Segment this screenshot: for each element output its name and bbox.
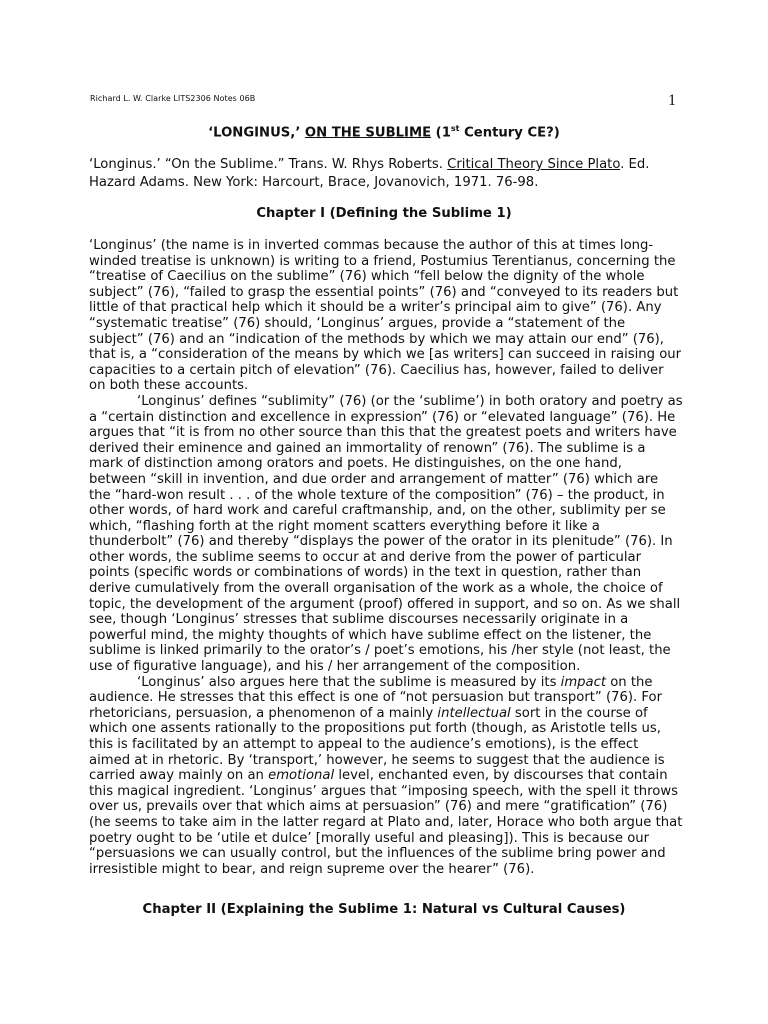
paragraph-1: ‘Longinus’ (the name is in inverted commas because the author of this at times long-winded treatise is unknown) is writing to a friend, Postumius Terentianus, concerning the “treatise of Caecilius on the sublime” (76) which “fell below the dignity of the whole subject” (76), “failed to grasp the essential points” (76) and “conveyed to its readers but little of that practical help which it should be a writer’s principal aim to give” (76). Any “systematic treatise” (76) should, ‘Longinus’ argues, provide a “statement of the subject” (76) and an “indication of the methods by which we may attain our end” (76), that is, a “consideration of the means by which we [as writers] can succeed in raising our capacities to a certain pitch of elevation” (76). Caecilius has, however, failed to deliver on both these accounts. <box>89 238 682 394</box>
title-date-close: Century CE?) <box>459 125 560 141</box>
paragraph-3-part-c: sort in the course of which one assents rationally to the propositions put forth (though, as Aristotle tells us, this is facilitated by an attempt to appeal to the audience’s emotions), is the effect aimed at in rhetoric. By ‘transport,’ however, he seems to suggest that the audience is carried away mainly on an <box>89 705 665 784</box>
running-header: Richard L. W. Clarke LITS2306 Notes 06B <box>90 94 256 103</box>
document-title <box>0 124 768 140</box>
paragraph-3-part-b: on the audience. He stresses that this effect is one of “not persuasion but transport” (76). For rhetoricians, persuasion, a phenomenon of a mainly <box>89 674 663 721</box>
paragraph-2: ‘Longinus’ defines “sublimity” (76) (or the ‘sublime’) in both oratory and poetry as a “certain distinction and excellence in expression” (76) or “elevated language” (76). He argues that “it is from no other source than this that the greatest poets and writers have derived their eminence and gained an immortality of renown” (76). The sublime is a mark of distinction among orators and poets. He distinguishes, on the one hand, between “skill in invention, and due order and arrangement of matter” (76) which are the “hard-won result . . . of the whole texture of the composition” (76) – the product, in other words, of hard work and careful craftmanship, and, on the other, sublimity per se which, “flashing forth at the right moment scatters everything before it like a thunderbolt” (76) and thereby “displays the power of the orator in its plenitude” (76). In other words, the sublime seems to occur at and derive from the power of particular points (specific words or combinations of words) in the text in question, rather than derive cumulatively from the overall organisation of the work as a whole, the choice of topic, the development of the argument (proof) offered in support, and so on. As we shall see, though ‘Longinus’ stresses that sublime discourses necessarily originate in a powerful mind, the mighty thoughts of which have sublime effect on the listener, the sublime is linked primarily to the orator’s / poet’s emotions, his /her style (not least, the use of figurative language), and his / her arrangement of the composition. <box>89 393 683 675</box>
title-author: ‘LONGINUS,’ <box>208 125 305 141</box>
paragraph-3 <box>89 675 683 878</box>
citation-book-title: Critical Theory Since Plato <box>447 157 621 172</box>
citation-lead: ‘Longinus.’ “On the Sublime.” Trans. W. Rhys Roberts. <box>89 157 448 172</box>
emphasis-emotional: emotional <box>268 768 335 784</box>
title-work: ON THE SUBLIME <box>304 125 432 141</box>
citation-tail: . Ed. Hazard Adams. New York: Harcourt, Brace, Jovanovich, 1971. 76-98. <box>89 157 650 190</box>
paragraph-3-part-a: ‘Longinus’ also argues here that the sublime is measured by its <box>137 674 561 690</box>
chapter-1-heading: Chapter I (Defining the Sublime 1) <box>256 206 512 221</box>
emphasis-impact: impact <box>560 674 607 690</box>
bibliographic-citation <box>89 156 689 192</box>
paragraph-3-part-d: level, enchanted even, by discourses that contain this magical ingredient. ‘Longinus’ argues that “imposing speech, with the spell it throws over us, prevails over that which aims at persuasion” (76) and mere “gratification” (76) (he seems to take aim in the latter regard at Plato and, later, Horace who both argue that poetry ought to be ‘utile et dulce’ [morally useful and pleasing]). This is because our “persuasions we can usually control, but the influences of the sublime bring power and irresistible might to bear, and reign supreme over the hearer” (76). <box>89 768 683 877</box>
chapter-2-heading: Chapter II (Explaining the Sublime 1: Natural vs Cultural Causes) <box>142 902 626 917</box>
title-date-open: (1 <box>431 125 451 141</box>
page-number: 1 <box>668 92 676 109</box>
title-superscript: st <box>450 124 460 133</box>
emphasis-intellectual: intellectual <box>437 705 511 721</box>
chapter-1-body <box>89 238 683 877</box>
